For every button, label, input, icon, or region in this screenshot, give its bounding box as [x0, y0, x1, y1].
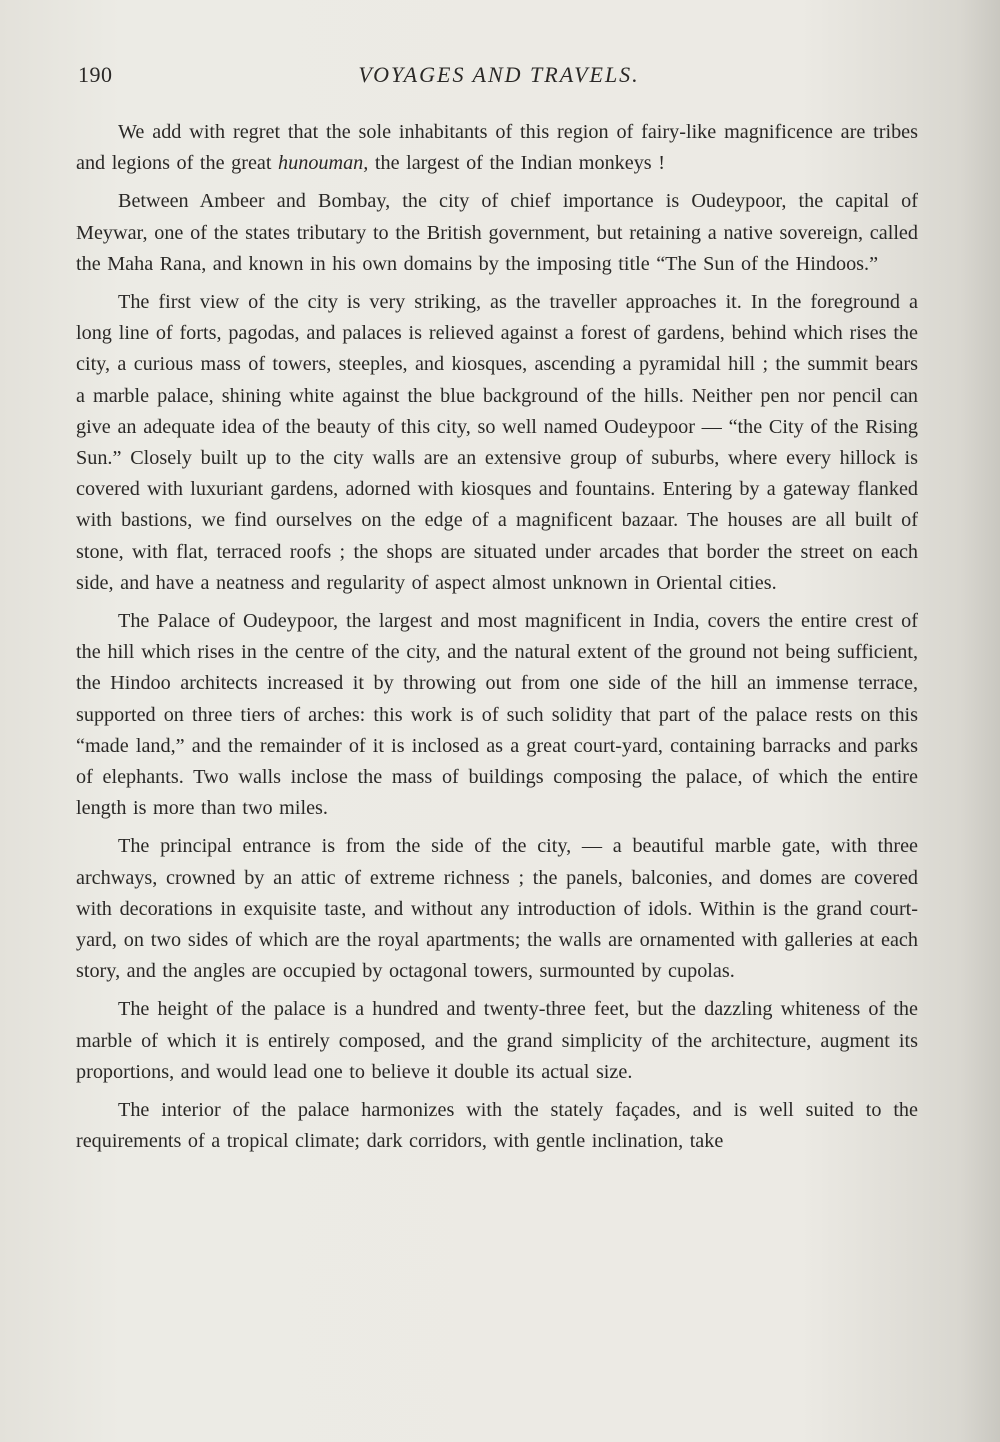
page-number: 190 — [78, 62, 113, 87]
body-text — [76, 117, 918, 1165]
paragraph-4: The Palace of Oudeypoor, the largest and most magnificent in India, covers the entire crest of the hill which rises in the centre of the city, and the natural extent of the ground not being sufficient, the Hindoo architects increased it by throwing out from one side of the hill an immense terrace, supported on three tiers of arches: this work is of such solidity that part of the palace rests on this “made land,” and the remainder of it is inclosed as a great court-yard, containing barracks and parks of elephants. Two walls inclose the mass of buildings composing the palace, of which the entire length is more than two miles. — [76, 610, 918, 820]
paragraph-7: The interior of the palace harmonizes with the stately façades, and is well suited to the requirements of a tropical climate; dark corridors, with gentle inclination, take — [76, 1099, 918, 1153]
page-header — [78, 62, 920, 94]
running-title: VOYAGES AND TRAVELS. — [358, 62, 640, 87]
paragraph-3: The first view of the city is very striking, as the traveller approaches it. In the foreground a long line of forts, pagodas, and palaces is relieved against a forest of gardens, behind which rises the city, a curious mass of towers, steeples, and kiosques, ascending a pyramidal hill ; the summit bears a marble palace, shining white against the blue background of the hills. Neither pen nor pencil can give an adequate idea of the beauty of this city, so well named Oudeypoor — “the City of the Rising Sun.” Closely built up to the city walls are an extensive group of suburbs, where every hillock is covered with luxuriant gardens, adorned with kiosques and fountains. Entering by a gateway flanked with bastions, we find ourselves on the edge of a magnificent bazaar. The houses are all built of stone, with flat, terraced roofs ; the shops are situated under arcades that border the street on each side, and have a neatness and regularity of aspect almost unknown in Oriental cities. — [76, 291, 918, 594]
paragraph-1-text: We add with regret that the sole inhabitants of this region of fairy-like magnificence are tribes and legions of the great — [76, 121, 918, 175]
paragraph-2: Between Ambeer and Bombay, the city of chief importance is Oudeypoor, the capital of Meywar, one of the states tributary to the British government, but retaining a native sovereign, called the Maha Rana, and known in his own domains by the imposing title “The Sun of the Hindoos.” — [76, 190, 918, 275]
paragraph-1 — [76, 117, 918, 179]
paragraph-1-text-end: the largest of the Indian monkeys ! — [368, 152, 665, 175]
paragraph-1-emphasis: hunouman, — [278, 152, 369, 175]
paragraph-6: The height of the palace is a hundred and twenty-three feet, but the dazzling whiteness of the marble of which it is entirely composed, and the grand simplicity of the architecture, augment its proportions, and would lead one to believe it double its actual size. — [76, 998, 918, 1083]
paragraph-5: The principal entrance is from the side of the city, — a beautiful marble gate, with three archways, crowned by an attic of extreme richness ; the panels, balconies, and domes are covered with decorations in exquisite taste, and without any introduction of idols. Within is the grand court-yard, on two sides of which are the royal apartments; the walls are ornamented with galleries at each story, and the angles are occupied by octagonal towers, surmounted by cupolas. — [76, 835, 918, 983]
